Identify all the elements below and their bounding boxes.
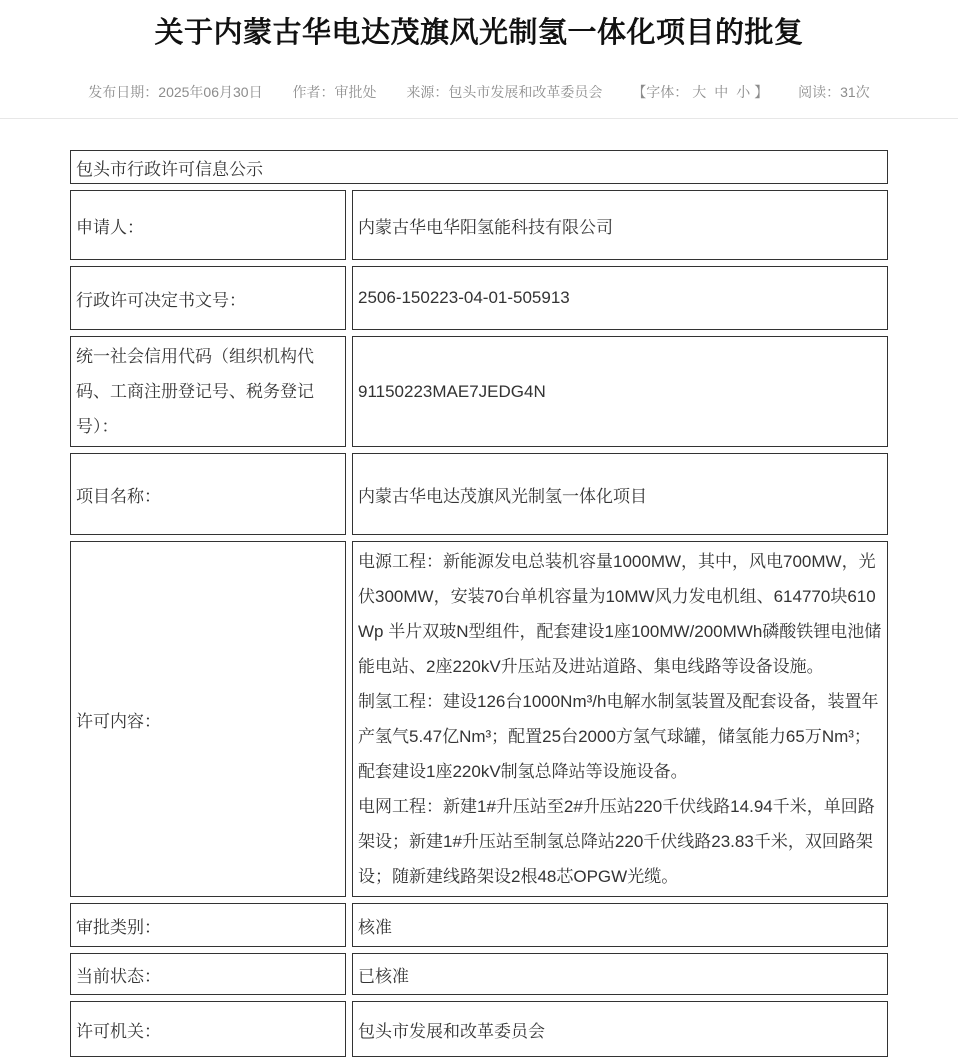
label-project-name: 项目名称：	[70, 453, 346, 535]
table-row-current-status	[70, 953, 888, 995]
meta-source: 来源：包头市发展和改革委员会	[406, 84, 603, 100]
table-title-row	[70, 150, 888, 184]
permit-content-paragraph-hydrogen: 制氢工程：建设126台1000Nm³/h电解水制氢装置及配套设备，装置年产氢气5.47亿Nm³；配置25台2000方氢气球罐，储氢能力65万Nm³；配套建设1座220kV制氢总降站等设施设备。	[358, 692, 879, 781]
meta-line	[0, 83, 958, 101]
value-project-name: 内蒙古华电达茂旗风光制氢一体化项目	[352, 453, 888, 535]
meta-author: 作者：审批处	[292, 84, 377, 100]
value-doc-number: 2506-150223-04-01-505913	[352, 266, 888, 330]
font-size-bracket-open: 【字体：	[632, 84, 689, 100]
table-row-permit-authority	[70, 1001, 888, 1057]
value-current-status: 已核准	[352, 953, 888, 995]
label-applicant: 申请人：	[70, 190, 346, 260]
article-header	[0, 0, 958, 101]
font-size-bracket-close: 】	[754, 84, 769, 100]
label-permit-authority: 许可机关：	[70, 1001, 346, 1057]
table-row-doc-number	[70, 266, 888, 330]
page-title: 关于内蒙古华电达茂旗风光制氢一体化项目的批复	[154, 17, 804, 49]
value-permit-authority: 包头市发展和改革委员会	[352, 1001, 888, 1057]
label-approval-type: 审批类别：	[70, 903, 346, 947]
table-row-project-name	[70, 453, 888, 535]
font-size-medium-button[interactable]: 中	[714, 84, 729, 100]
label-permit-content: 许可内容：	[70, 541, 346, 897]
meta-publish-date: 发布日期：2025年06月30日	[88, 84, 263, 100]
table-title: 包头市行政许可信息公示	[70, 150, 888, 184]
font-size-small-button[interactable]: 小	[736, 84, 751, 100]
font-size-control	[632, 84, 772, 100]
permit-content-paragraph-grid: 电网工程：新建1#升压站至2#升压站220千伏线路14.94千米，单回路架设；新建1#升压站至制氢总降站220千伏线路23.83千米，双回路架设；随新建线路架设2根48芯OPGW光缆。	[358, 797, 875, 886]
table-row-approval-type	[70, 903, 888, 947]
value-applicant: 内蒙古华电华阳氢能科技有限公司	[352, 190, 888, 260]
table-row-applicant	[70, 190, 888, 260]
label-doc-number: 行政许可决定书文号：	[70, 266, 346, 330]
value-permit-content	[352, 541, 888, 897]
label-credit-code: 统一社会信用代码（组织机构代码、工商注册登记号、税务登记号）：	[70, 336, 346, 447]
permit-content-paragraph-power: 电源工程：新能源发电总装机容量1000MW，其中，风电700MW，光伏300MW，安装70台单机容量为10MW风力发电机组、614770块610Wp 半片双玻N型组件，配套建设1座100MW/200MWh磷酸铁锂电池储能电站、2座220kV升压站及进站道路、集电线路等设备设施。	[358, 552, 882, 676]
permit-info-table	[64, 144, 894, 1063]
table-row-permit-content	[70, 541, 888, 897]
font-size-large-button[interactable]: 大	[692, 84, 707, 100]
header-divider	[0, 118, 958, 119]
label-current-status: 当前状态：	[70, 953, 346, 995]
value-approval-type: 核准	[352, 903, 888, 947]
table-row-credit-code	[70, 336, 888, 447]
meta-views-count: 阅读：31次	[798, 84, 870, 100]
value-credit-code: 91150223MAE7JEDG4N	[352, 336, 888, 447]
